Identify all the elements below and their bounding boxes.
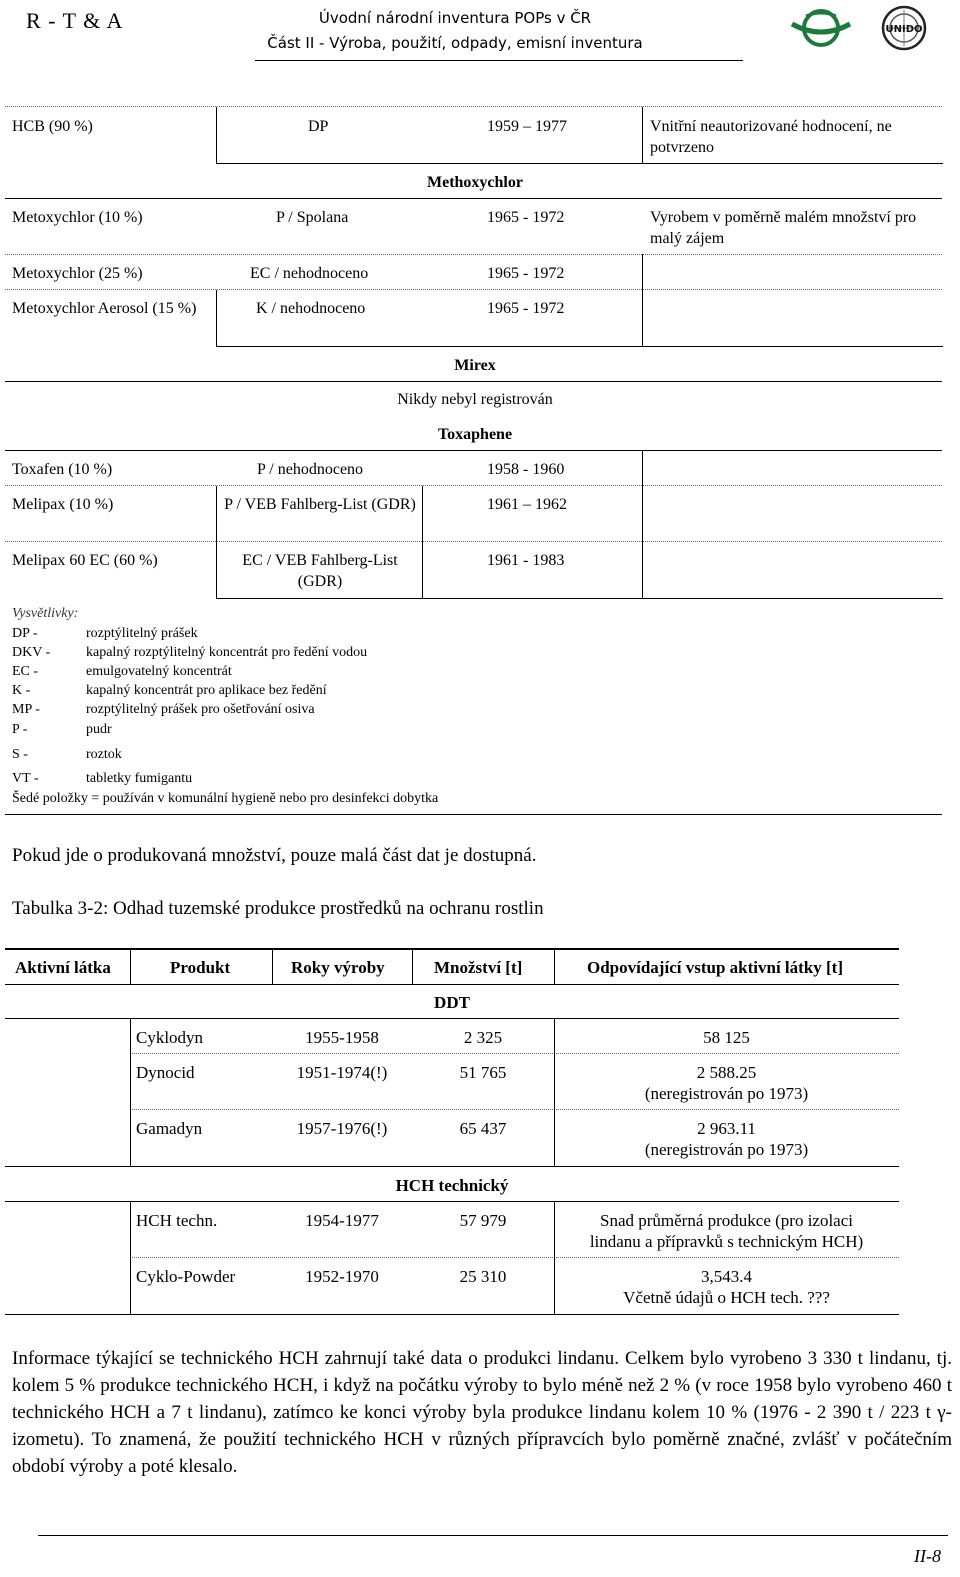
section-methoxychlor: Methoxychlor: [427, 174, 523, 191]
cell-t1-product: P / nehodnoceno: [257, 461, 364, 478]
header-title: [255, 6, 655, 56]
header-left: R - T & A: [26, 8, 124, 33]
globe-logo-icon: [790, 4, 852, 50]
legend-text: kapalný koncentrát pro aplikace bez ředění: [86, 683, 327, 698]
cell-m2-years: 1965 - 1972: [487, 265, 565, 282]
page-number: II-8: [914, 1546, 941, 1566]
cell-input-note: Včetně údajů o HCH tech. ???: [623, 1288, 830, 1307]
cell-m3-product: K / nehodnoceno: [256, 300, 366, 317]
cell-hcb-name: HCB (90 %): [12, 118, 93, 135]
cell-m3-name: Metoxychlor Aerosol (15 %): [12, 300, 197, 317]
cell-t1-years: 1958 - 1960: [487, 461, 565, 478]
legend-code: DP -: [12, 626, 38, 641]
col-header-quantity: Množství [t]: [434, 958, 523, 977]
cell-input-note: lindanu a přípravků s technickým HCH): [589, 1232, 864, 1251]
cell-quantity: 57 979: [459, 1211, 507, 1230]
legend-title: Vysvětlivky:: [12, 606, 79, 621]
cell-years: 1955-1958: [305, 1028, 379, 1047]
cell-quantity: 65 437: [459, 1119, 507, 1138]
cell-input-note: (neregistrován po 1973): [644, 1084, 809, 1103]
paragraph-data-availability: Pokud jde o produkovaná množství, pouze malá část dat je dostupná.: [12, 845, 537, 866]
col-header-active-substance: Aktivní látka: [15, 958, 111, 977]
legend-code: DKV -: [12, 645, 51, 660]
cell-product: HCH techn.: [136, 1211, 218, 1230]
cell-input: 58 125: [703, 1028, 750, 1047]
cell-m3-years: 1965 - 1972: [487, 300, 565, 317]
cell-m2-product: EC / nehodnoceno: [250, 265, 369, 282]
legend-text: rozptýlitelný prášek pro ošetřování osiva: [86, 702, 315, 717]
legend-text: tabletky fumigantu: [86, 771, 193, 786]
legend-note: Šedé položky = používán v komunální hygieně nebo pro desinfekci dobytka: [12, 791, 439, 806]
legend-text: rozptýlitelný prášek: [86, 626, 198, 641]
cell-input: 2 963.11: [697, 1119, 756, 1138]
cell-years: 1957-1976(!): [296, 1119, 388, 1138]
cell-t2-product: P / VEB Fahlberg-List (GDR): [224, 496, 416, 513]
section-hch: HCH technický: [395, 1176, 509, 1195]
legend-text: emulgovatelný koncentrát: [86, 664, 232, 679]
cell-quantity: 2 325: [463, 1028, 503, 1047]
cell-product: Cyklodyn: [136, 1028, 204, 1047]
footer-rule: [38, 1535, 948, 1536]
cell-input: 2 588.25: [696, 1063, 757, 1082]
col-header-input: Odpovídající vstup aktivní látky [t]: [587, 958, 843, 977]
cell-m1-name: Metoxychlor (10 %): [12, 209, 143, 226]
section-ddt: DDT: [434, 993, 470, 1012]
legend-code: P -: [12, 722, 28, 737]
cell-input: Snad průměrná produkce (pro izolaci: [599, 1211, 854, 1230]
cell-hcb-product: DP: [308, 118, 329, 135]
cell-quantity: 25 310: [459, 1267, 507, 1286]
header-line-2: Část II - Výroba, použití, odpady, emisní inventura: [267, 34, 643, 52]
cell-quantity: 51 765: [459, 1063, 507, 1082]
mirex-note: Nikdy nebyl registrován: [397, 391, 553, 408]
cell-m1-years: 1965 - 1972: [487, 209, 565, 226]
cell-hcb-years: 1959 – 1977: [487, 118, 567, 135]
unido-logo-icon: [880, 4, 928, 52]
cell-t3-name: Melipax 60 EC (60 %): [12, 552, 158, 569]
cell-t3-years: 1961 - 1983: [487, 552, 565, 569]
cell-years: 1954-1977: [305, 1211, 379, 1230]
legend-code: EC -: [12, 664, 39, 679]
col-header-product: Produkt: [170, 958, 231, 977]
legend-text: roztok: [86, 747, 122, 762]
cell-years: 1951-1974(!): [296, 1063, 388, 1082]
cell-m2-name: Metoxychlor (25 %): [12, 265, 143, 282]
section-mirex: Mirex: [454, 357, 496, 374]
legend-text: pudr: [86, 722, 112, 737]
cell-years: 1952-1970: [305, 1267, 379, 1286]
cell-product: Dynocid: [136, 1063, 195, 1082]
legend-code: K -: [12, 683, 31, 698]
svg-text:UNIDO: UNIDO: [885, 24, 923, 35]
cell-input: 3,543.4: [701, 1267, 752, 1286]
cell-m1-product: P / Spolana: [276, 209, 349, 226]
col-header-years: Roky výroby: [291, 958, 385, 977]
section-toxaphene: Toxaphene: [437, 426, 513, 443]
legend-code: VT -: [12, 771, 39, 786]
legend-text: kapalný rozptýlitelný koncentrát pro ředění vodou: [86, 645, 368, 660]
cell-product: Cyklo-Powder: [136, 1267, 236, 1286]
header-underline: [255, 60, 743, 61]
cell-product: Gamadyn: [136, 1119, 203, 1138]
header-line-1: Úvodní národní inventura POPs v ČR: [318, 9, 592, 27]
cell-input-note: (neregistrován po 1973): [644, 1140, 809, 1159]
legend-code: S -: [12, 747, 28, 762]
cell-t2-years: 1961 – 1962: [487, 496, 567, 513]
table-caption: Tabulka 3-2: Odhad tuzemské produkce prostředků na ochranu rostlin: [12, 898, 544, 919]
cell-hcb-note: Vnitřní neautorizované hodnocení, ne potvrzeno: [650, 118, 892, 156]
cell-t3-product: EC / VEB Fahlberg-List (GDR): [242, 552, 398, 590]
cell-m1-note: Vyrobem v poměrně malém množství pro malý zájem: [650, 209, 917, 247]
cell-t1-name: Toxafen (10 %): [12, 461, 113, 478]
cell-t2-name: Melipax (10 %): [12, 496, 114, 513]
legend-code: MP -: [12, 702, 40, 717]
paragraph-hch-lindane: Informace týkající se technického HCH zahrnují také data o produkci lindanu. Celkem bylo vyrobeno 3 330 t lindanu, tj. kolem 5 % produkce technického HCH, i když na počátku výroby to bylo méně než 2 % (v roce 1958 bylo vyrobeno 460 t technického HCH a 7 t lindanu), zatímco ke konci výroby byla produkce lindanu kolem 10 % (1976 - 2 390 t / 223 t γ-izometu). To znamená, že použití technického HCH v různých přípravcích bylo poměrně značné, zvlášť v počátečním období výroby a poté klesalo.: [12, 1348, 952, 1477]
